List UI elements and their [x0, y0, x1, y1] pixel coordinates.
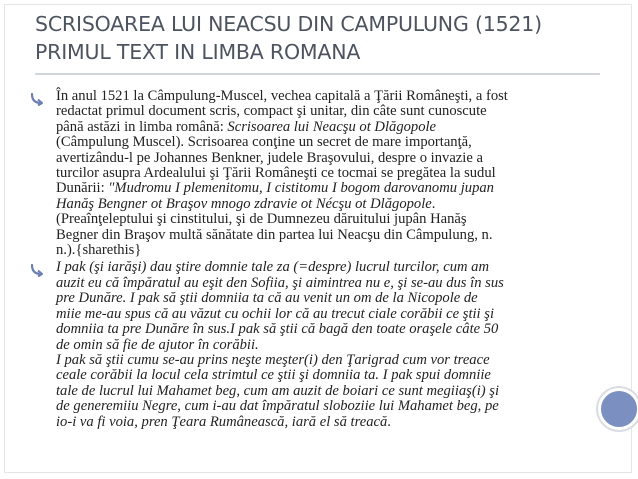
plain-text: . — [431, 195, 436, 212]
italic-text: auzit eu că împăratul au eşit den Sofiia, şi aimintrea nu e, şi se-au dus în sus — [56, 274, 504, 291]
text-line — [56, 212, 590, 227]
text-line — [56, 228, 590, 243]
bullet-text — [56, 89, 590, 258]
text-line — [56, 291, 590, 306]
curved-arrow-bullet-icon — [30, 263, 44, 277]
text-line — [56, 89, 590, 104]
italic-text: Scrisoarea lui Neacşu ot Dlăgopole — [227, 118, 437, 135]
italic-text: miie me-au spus că au văzut cu ochii lor că au trecut ciale corăbii ce ştii şi — [56, 305, 494, 322]
text-line — [56, 399, 590, 414]
title-line-2: PRIMUL TEXT IN LIMBA ROMANA — [35, 40, 361, 64]
text-line — [56, 260, 590, 275]
italic-text: pre Dunăre. I pak să ştii domniia ta că au venit un om de la Nicopole de — [56, 290, 478, 307]
text-line — [56, 322, 590, 337]
plain-text: În anul 1521 la Câmpulung-Muscel, vechea capitală a Ţării Româneşti, a fost — [56, 88, 508, 104]
text-line — [56, 135, 590, 150]
text-line — [56, 181, 590, 196]
text-line — [56, 104, 590, 119]
plain-text: turcilor asupra Ardealului şi Ţării Româneşti ce tocmai se pregătea la sudul — [56, 165, 496, 182]
title-line-1: SCRISOAREA LUI NEACSU DIN CAMPULUNG (1521) — [35, 12, 542, 36]
text-line — [56, 338, 590, 353]
italic-text: "Mudromu I plemenitomu, I cistitomu I bogom darovanomu jupan — [108, 180, 494, 197]
text-line — [56, 120, 590, 135]
text-line — [56, 415, 590, 430]
plain-text: Dunării: — [56, 180, 109, 197]
plain-text: avertizându-l pe Johannes Benkner, judele Braşovului, despre o invazie a — [56, 149, 483, 166]
bullet-item — [30, 260, 590, 429]
text-line — [56, 151, 590, 166]
text-line — [56, 243, 590, 258]
curved-arrow-bullet-icon — [30, 92, 44, 106]
text-line — [56, 384, 590, 399]
italic-text: ceale corăbii la locul cela strimtul ce ştii şi domniia ta. I pak spui domniie — [56, 367, 491, 384]
italic-text: tale de lucrul lui Mahamet beg, cum am auzit de boiari ce sunt megiiaş(i) şi — [56, 382, 500, 399]
plain-text: redactat primul document scris, compact şi unitar, din câte sunt cunoscute — [56, 103, 487, 120]
italic-text: io-i va fi voia, pren Ţeara Rumânească, iară el să treacă — [56, 413, 388, 430]
bullet-list — [30, 89, 590, 432]
italic-text: de omin să fie de ajutor în corăbii. — [56, 336, 259, 353]
bullet-item — [30, 89, 590, 258]
italic-text: Hanăş Bengner ot Braşov mnogo zdravie ot Nécşu ot Dlăgopole — [56, 195, 432, 212]
plain-text: (Câmpulung Muscel). Scrisoarea conţine un secret de mare importanţă, — [56, 134, 472, 151]
text-line — [56, 307, 590, 322]
plain-text: până astăzi in limba română: — [56, 118, 228, 135]
plain-text: . — [387, 413, 391, 430]
text-line — [56, 197, 590, 212]
italic-text: I pak (şi iarăşi) dau ştire domnie tale za (=despre) lucrul turcilor, cum am — [56, 259, 490, 276]
text-line — [56, 276, 590, 291]
text-line — [56, 166, 590, 181]
bullet-text — [56, 260, 590, 429]
italic-text: I pak să ştii cumu se-au prins neşte meşter(i) den Ţarigrad cum vor treace — [56, 351, 490, 368]
text-line — [56, 353, 590, 368]
decorative-circle — [598, 388, 638, 430]
title-divider — [35, 73, 600, 75]
plain-text: n.).{sharethis} — [56, 242, 142, 259]
italic-text: de generemiiu Negre, cum i-au dat împăratul sloboziie lui Mahamet beg, pe — [56, 398, 499, 415]
italic-text: domniia ta pre Dunăre în sus.I pak să ştii că bagă den toate oraşele câte 50 — [56, 321, 499, 338]
plain-text: Begner din Braşov multă sănătate din partea lui Neacşu din Câmpulung, n. — [56, 226, 493, 243]
slide-title — [35, 10, 615, 66]
plain-text: (Preaînţeleptului şi cinstitului, şi de Dumnezeu dăruitului jupân Hanăş — [56, 211, 467, 228]
text-line — [56, 368, 590, 383]
